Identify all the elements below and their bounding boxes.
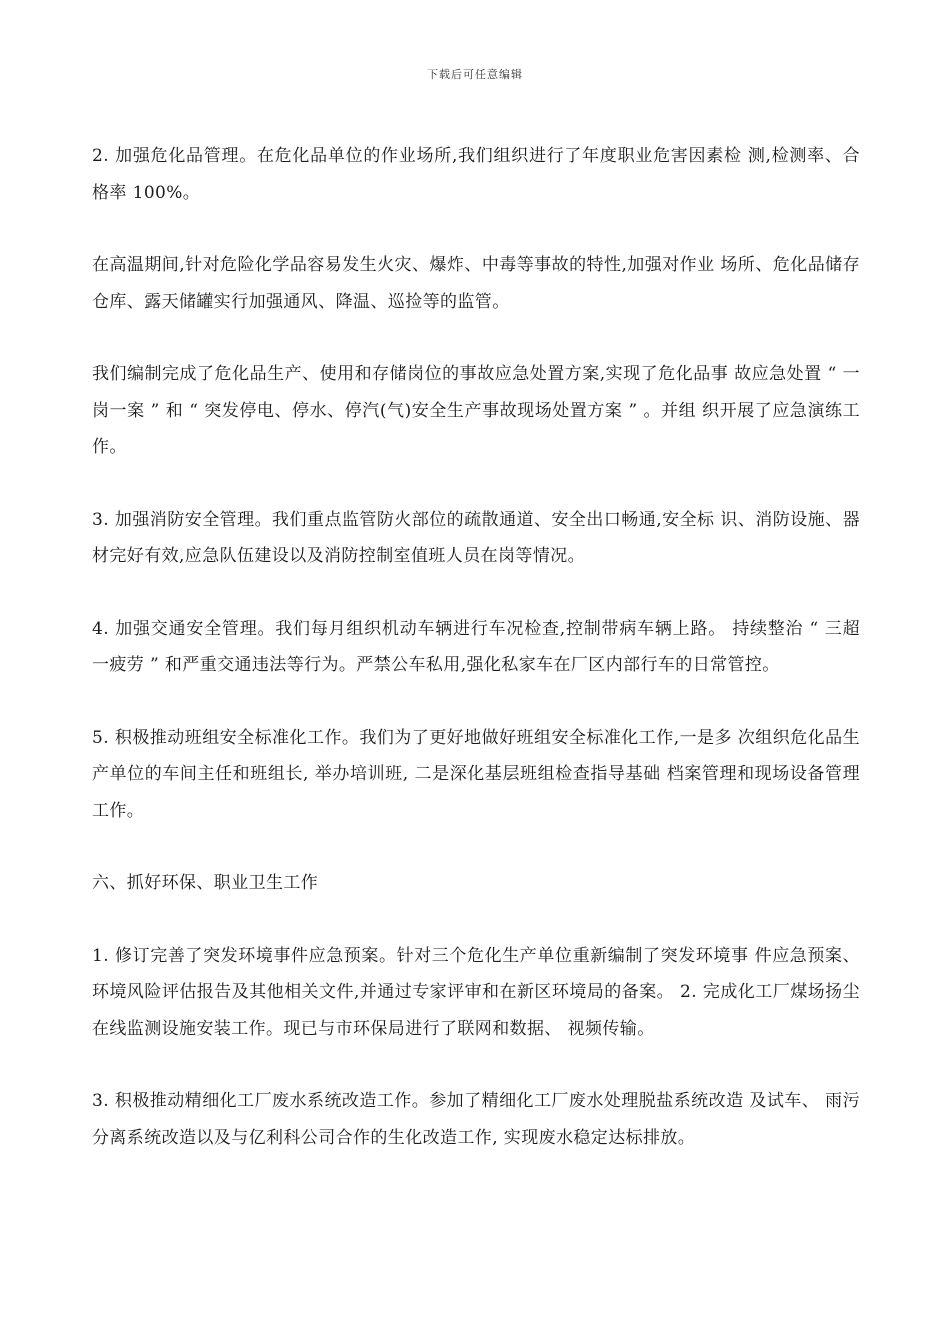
paragraph-emergency-plan: 我们编制完成了危化品生产、使用和存储岗位的事故应急处置方案,实现了危化品事 故应急处置 “ 一岗一案 ” 和 “ 突发停电、停水、停汽(气)安全生产事故现场处置方案 ” 。并组 织开展了应急演练工作。 [92, 364, 860, 457]
paragraph-wastewater: 3. 积极推动精细化工厂废水系统改造工作。参加了精细化工厂废水处理脱盐系统改造 及试车、 雨污分离系统改造以及与亿利科公司合作的生化改造工作, 实现废水稳定达标排放。 [92, 1091, 860, 1148]
paragraph-team-standardization: 5. 积极推动班组安全标准化工作。我们为了更好地做好班组安全标准化工作,一是多 次组织危化品生产单位的车间主任和班组长, 举办培训班, 二是深化基层班组检查指导基础 档案管理和现场设备管理工作。 [92, 727, 860, 821]
paragraph-environment-emergency: 1. 修订完善了突发环境事件应急预案。针对三个危化生产单位重新编制了突发环境事 件应急预案、环境风险评估报告及其他相关文件,并通过专家评审和在新区环境局的备案。 2. 完成化工厂煤场扬尘在线监测设施安装工作。现已与市环保局进行了联网和数据、 视频传输。 [92, 945, 860, 1039]
paragraph-traffic-safety: 4. 加强交通安全管理。我们每月组织机动车辆进行车况检查,控制带病车辆上路。 持续整治 “ 三超一疲劳 ” 和严重交通违法等行为。严禁公车私用,强化私家车在厂区内部行车的日常管控。 [92, 618, 860, 675]
paragraph-fire-safety: 3. 加强消防安全管理。我们重点监管防火部位的疏散通道、安全出口畅通,安全标 识、消防设施、器材完好有效,应急队伍建设以及消防控制室值班人员在岗等情况。 [92, 509, 860, 566]
paragraph-hazchem-management: 2. 加强危化品管理。在危化品单位的作业场所,我们组织进行了年度职业危害因素检 测,检测率、合格率 100%。 [92, 146, 860, 203]
section-heading-environment: 六、抓好环保、职业卫生工作 [92, 873, 319, 893]
document-body [92, 138, 860, 1156]
paragraph-high-temperature: 在高温期间,针对危险化学品容易发生火灾、爆炸、中毒等事故的特性,加强对作业 场所、危化品储存仓库、露天储罐实行加强通风、降温、巡捡等的监管。 [92, 255, 860, 312]
page-header: 下载后可任意编辑 [427, 68, 523, 81]
